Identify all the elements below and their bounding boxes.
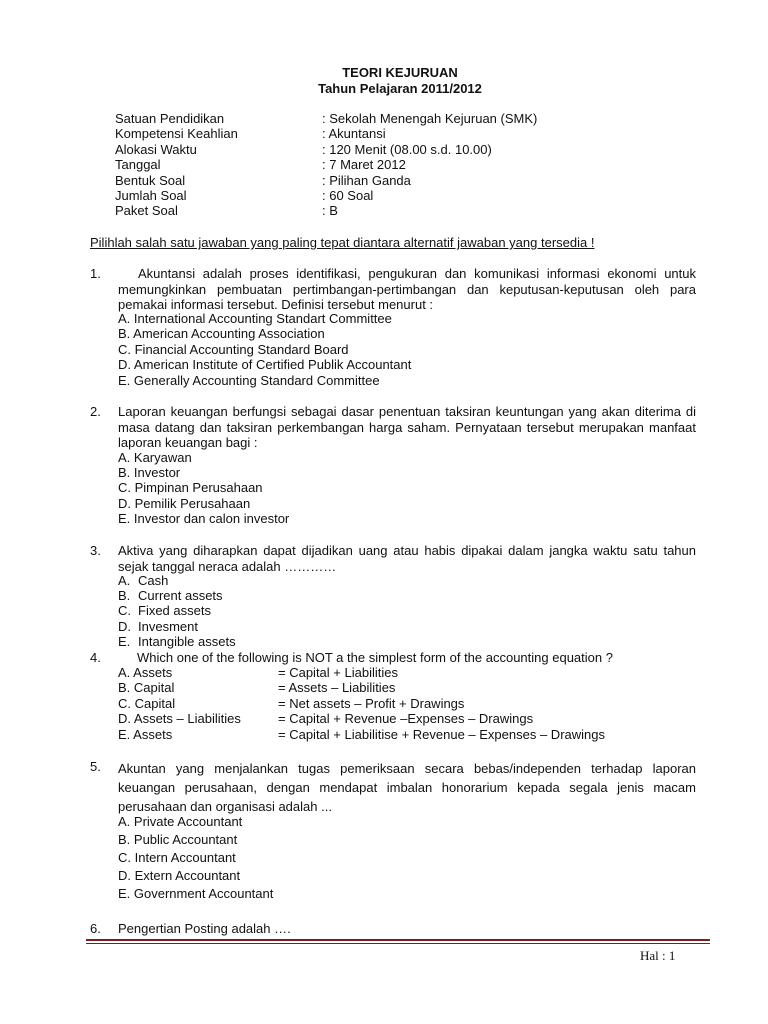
info-value: : Akuntansi [322, 126, 386, 141]
document-title: TEORI KEJURUAN [342, 65, 458, 80]
page-number: Hal : 1 [640, 948, 676, 963]
equation-right: = Capital + Liabilities [278, 665, 398, 680]
info-value: : B [322, 203, 338, 218]
question-number: 2. [90, 404, 101, 419]
answer-option: Current assets [138, 588, 223, 603]
answer-option: B. Public Accountant [118, 832, 238, 847]
answer-option: A. Private Accountant [118, 814, 243, 829]
answer-option: D. Extern Accountant [118, 868, 241, 883]
equation-left: E. Assets [118, 727, 173, 742]
equation-left: B. Capital [118, 680, 175, 695]
question-text: Pengertian Posting adalah …. [118, 921, 291, 936]
info-label: Jumlah Soal [115, 188, 187, 203]
answer-option: Cash [138, 573, 169, 588]
document-subtitle: Tahun Pelajaran 2011/2012 [318, 81, 482, 96]
info-label: Bentuk Soal [115, 173, 186, 188]
equation-right: = Capital + Revenue –Expenses – Drawings [278, 711, 534, 726]
answer-option: C. Intern Accountant [118, 850, 236, 865]
answer-option: E. Government Accountant [118, 886, 274, 901]
info-label: Satuan Pendidikan [115, 111, 225, 126]
equation-left: A. Assets [118, 665, 173, 680]
question-text: Laporan keuangan berfungsi sebagai dasar penentuan taksiran keuntungan yang akan diterima di masa datang dan taksiran perkembangan harga saham. Pernyataan tersebut merupakan manfaat laporan keuangan bagi : [118, 404, 696, 450]
answer-option: C. Pimpinan Perusahaan [118, 480, 263, 495]
answer-option: C. Financial Accounting Standard Board [118, 342, 349, 357]
answer-letter: E. [118, 634, 131, 649]
equation-left: D. Assets – Liabilities [118, 711, 241, 726]
answer-option: E. Investor dan calon investor [118, 511, 290, 526]
answer-option: Invesment [138, 619, 198, 634]
answer-option: A. Karyawan [118, 450, 192, 465]
answer-option: B. American Accounting Association [118, 326, 325, 341]
info-value: : Pilihan Ganda [322, 173, 411, 188]
equation-left: C. Capital [118, 696, 176, 711]
info-value: : Sekolah Menengah Kejuruan (SMK) [322, 111, 538, 126]
answer-letter: A. [118, 573, 131, 588]
answer-letter: D. [118, 619, 131, 634]
info-label: Paket Soal [115, 203, 178, 218]
equation-right: = Assets – Liabilities [278, 680, 396, 695]
instruction-text: Pilihlah salah satu jawaban yang paling tepat diantara alternatif jawaban yang tersedia ! [90, 235, 595, 250]
answer-letter: C. [118, 603, 131, 618]
question-text: Which one of the following is NOT a the simplest form of the accounting equation ? [137, 650, 613, 665]
question-number: 1. [90, 266, 101, 281]
question-number: 4. [90, 650, 101, 665]
answer-letter: B. [118, 588, 131, 603]
info-label: Alokasi Waktu [115, 142, 197, 157]
question-number: 5. [90, 759, 101, 774]
answer-option: Intangible assets [138, 634, 236, 649]
info-value: : 7 Maret 2012 [322, 157, 406, 172]
question-number: 3. [90, 543, 101, 558]
info-label: Kompetensi Keahlian [115, 126, 238, 141]
info-value: : 60 Soal [322, 188, 374, 203]
equation-right: = Net assets – Profit + Drawings [278, 696, 465, 711]
question-text: Akuntan yang menjalankan tugas pemeriksaan secara bebas/independen terhadap laporan keuangan perusahaan, dengan mendapat imbalan honorarium kepada segala jenis macam perusahaan dan organisasi adalah ... [118, 761, 696, 814]
answer-option: A. International Accounting Standart Committee [118, 311, 392, 326]
footer-rule-thin [86, 943, 710, 944]
info-value: : 120 Menit (08.00 s.d. 10.00) [322, 142, 492, 157]
equation-right: = Capital + Liabilitise + Revenue – Expenses – Drawings [278, 727, 605, 742]
question-text: Aktiva yang diharapkan dapat dijadikan uang atau habis dipakai dalam jangka waktu satu tahun sejak tanggal neraca adalah ………… [118, 543, 696, 574]
question-number: 6. [90, 921, 101, 936]
answer-option: D. Pemilik Perusahaan [118, 496, 251, 511]
answer-option: Fixed assets [138, 603, 211, 618]
answer-option: B. Investor [118, 465, 181, 480]
answer-option: E. Generally Accounting Standard Committee [118, 373, 380, 388]
answer-option: D. American Institute of Certified Publik Accountant [118, 357, 412, 372]
question-text: Akuntansi adalah proses identifikasi, pengukuran dan komunikasi informasi ekonomi untuk memungkinkan pembuatan pertimbangan-pertimbangan dan keputusan-keputusan oleh para pemakai informasi tersebut. Definisi tersebut menurut : [118, 266, 696, 312]
info-label: Tanggal [115, 157, 161, 172]
footer-rule [86, 939, 710, 941]
